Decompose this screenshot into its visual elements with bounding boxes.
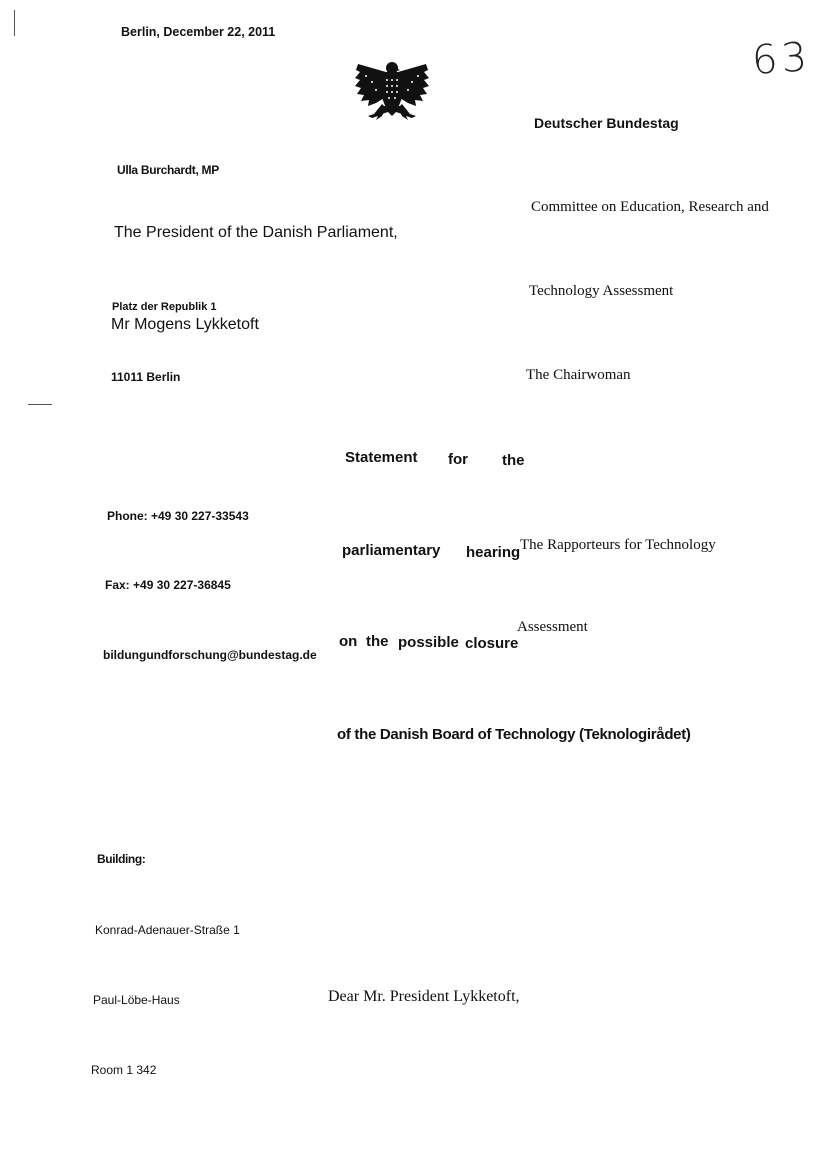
sender-name: Ulla Burchardt, MP xyxy=(117,163,219,177)
subject-word-closure: closure xyxy=(465,635,519,652)
page-number: 63 xyxy=(750,34,813,84)
subject-word-parliamentary: parliamentary xyxy=(342,542,441,559)
recipient-line-2: Mr Mogens Lykketoft xyxy=(111,316,259,333)
sender-city: 11011 Berlin xyxy=(111,370,181,384)
subject-word-possible: possible xyxy=(398,634,459,651)
subject-line-4: of the Danish Board of Technology (Teknologirådet) xyxy=(337,726,691,743)
subject-word-the: the xyxy=(502,452,525,469)
sender-role: The Chairwoman xyxy=(526,367,631,383)
recipient-line-1: The President of the Danish Parliament, xyxy=(114,224,398,241)
sender-phone: Phone: +49 30 227-33543 xyxy=(107,509,249,523)
salutation: Dear Mr. President Lykketoft, xyxy=(328,988,520,1005)
committee-line-2: Technology Assessment xyxy=(529,283,674,299)
subject-word-on: on xyxy=(339,633,358,650)
institution-name: Deutscher Bundestag xyxy=(534,115,679,131)
subject-word-hearing: hearing xyxy=(466,544,521,561)
subject-word-the-2: the xyxy=(366,633,389,650)
date-line: Berlin, December 22, 2011 xyxy=(121,25,276,39)
room-number: Room 1 342 xyxy=(91,1063,157,1077)
sender-fax: Fax: +49 30 227-36845 xyxy=(105,578,231,592)
scan-mark-top-left xyxy=(14,10,15,36)
cc-line-2: Assessment xyxy=(517,619,588,635)
cc-line-1: The Rapporteurs for Technology xyxy=(520,537,716,553)
sender-email: bildungundforschung@bundestag.de xyxy=(103,648,317,662)
committee-line-1: Committee on Education, Research and xyxy=(531,199,769,215)
sender-street: Platz der Republik 1 xyxy=(112,301,217,313)
building-street: Konrad-Adenauer-Straße 1 xyxy=(95,923,240,937)
subject-word-for: for xyxy=(448,451,468,468)
building-name: Paul-Löbe-Haus xyxy=(93,993,180,1007)
scan-mark-left xyxy=(28,404,52,405)
building-label: Building: xyxy=(97,852,146,866)
subject-word-statement: Statement xyxy=(345,449,418,466)
federal-eagle-emblem-icon xyxy=(354,58,430,124)
